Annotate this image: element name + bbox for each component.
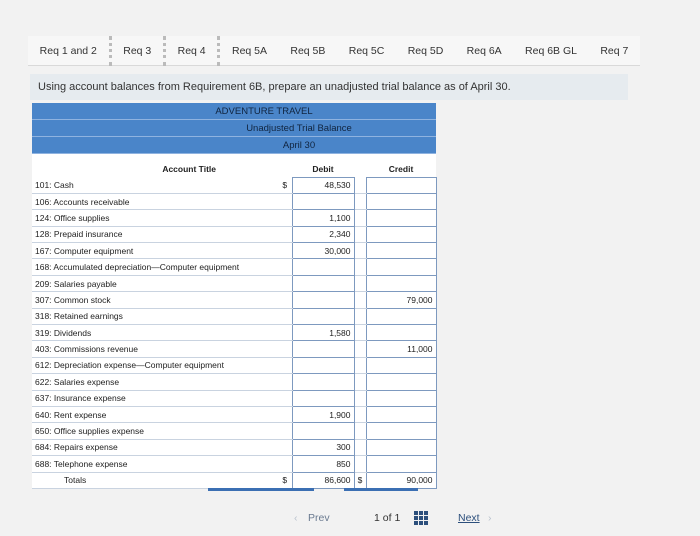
credit-input[interactable] xyxy=(366,423,436,439)
debit-input[interactable] xyxy=(292,275,354,291)
credit-input[interactable] xyxy=(366,226,436,242)
table-row xyxy=(32,243,436,259)
credit-total: 90,000 xyxy=(366,472,436,488)
pagination xyxy=(294,507,520,531)
table-row xyxy=(32,292,436,308)
debit-currency-symbol xyxy=(278,390,292,406)
debit-input[interactable]: 1,900 xyxy=(292,406,354,422)
tab-req-4[interactable]: Req 4 xyxy=(166,36,220,66)
tab-req-5a[interactable]: Req 5A xyxy=(231,44,268,57)
debit-input[interactable]: 1,100 xyxy=(292,210,354,226)
debit-total-underline xyxy=(208,488,314,491)
credit-input[interactable] xyxy=(366,390,436,406)
debit-currency-symbol xyxy=(278,439,292,455)
account-title-cell[interactable]: 318: Retained earnings xyxy=(32,308,278,324)
account-title-cell[interactable]: 688: Telephone expense xyxy=(32,456,278,472)
credit-currency-symbol xyxy=(354,292,366,308)
debit-input[interactable] xyxy=(292,341,354,357)
debit-input[interactable]: 30,000 xyxy=(292,243,354,259)
tab-req-7[interactable]: Req 7 xyxy=(600,44,629,57)
credit-currency-symbol xyxy=(354,390,366,406)
account-title-cell[interactable]: 128: Prepaid insurance xyxy=(32,226,278,242)
debit-input[interactable]: 2,340 xyxy=(292,226,354,242)
instruction-text: Using account balances from Requirement 6B, prepare an unadjusted trial balance as of April 30. xyxy=(30,74,628,100)
credit-input[interactable]: 79,000 xyxy=(366,292,436,308)
credit-input[interactable] xyxy=(366,259,436,275)
debit-input[interactable] xyxy=(292,390,354,406)
tab-req-6a[interactable]: Req 6A xyxy=(466,44,502,57)
credit-input[interactable] xyxy=(366,210,436,226)
credit-currency-symbol xyxy=(354,325,366,341)
debit-currency-symbol xyxy=(278,243,292,259)
account-title-cell[interactable]: 640: Rent expense xyxy=(32,406,278,422)
table-row xyxy=(32,193,436,209)
debit-input[interactable]: 850 xyxy=(292,456,354,472)
prev-button[interactable]: Prev xyxy=(308,512,330,524)
totals-label: Totals xyxy=(32,472,278,488)
debit-input[interactable]: 300 xyxy=(292,439,354,455)
account-title-cell[interactable]: 124: Office supplies xyxy=(32,210,278,226)
credit-currency-symbol xyxy=(354,341,366,357)
debit-currency-symbol xyxy=(278,374,292,390)
debit-currency-symbol xyxy=(278,341,292,357)
credit-input[interactable] xyxy=(366,243,436,259)
table-row xyxy=(32,341,436,357)
table-row xyxy=(32,210,436,226)
debit-currency-symbol xyxy=(278,308,292,324)
table-row xyxy=(32,456,436,472)
debit-currency-symbol xyxy=(278,275,292,291)
credit-input[interactable]: 11,000 xyxy=(366,341,436,357)
table-row xyxy=(32,439,436,455)
table-row xyxy=(32,259,436,275)
debit-currency-symbol xyxy=(278,357,292,373)
chevron-left-icon: ‹ xyxy=(294,512,298,524)
account-title-cell[interactable]: 684: Repairs expense xyxy=(32,439,278,455)
credit-currency-symbol xyxy=(354,210,366,226)
debit-currency-symbol xyxy=(278,226,292,242)
company-name: ADVENTURE TRAVEL xyxy=(32,103,436,120)
account-title-cell[interactable]: 319: Dividends xyxy=(32,325,278,341)
debit-currency-symbol xyxy=(278,406,292,422)
table-row xyxy=(32,275,436,291)
account-title-cell[interactable]: 307: Common stock xyxy=(32,292,278,308)
account-title-cell[interactable]: 101: Cash xyxy=(32,177,278,193)
table-row xyxy=(32,423,436,439)
credit-currency-symbol xyxy=(354,177,366,193)
credit-total-currency-symbol: $ xyxy=(354,472,366,488)
credit-currency-symbol xyxy=(354,423,366,439)
debit-currency-symbol xyxy=(278,193,292,209)
account-title-cell[interactable]: 106: Accounts receivable xyxy=(32,193,278,209)
account-title-cell[interactable]: 167: Computer equipment xyxy=(32,243,278,259)
table-row xyxy=(32,177,436,193)
report-title: Unadjusted Trial Balance xyxy=(32,120,436,137)
credit-currency-symbol xyxy=(354,308,366,324)
credit-input[interactable] xyxy=(366,456,436,472)
account-title-cell[interactable]: 168: Accumulated depreciation—Computer equipment xyxy=(32,259,278,275)
account-title-cell[interactable]: 622: Salaries expense xyxy=(32,374,278,390)
next-button[interactable]: Next xyxy=(458,512,480,524)
table-row xyxy=(32,374,436,390)
debit-currency-symbol: $ xyxy=(278,177,292,193)
debit-currency-symbol xyxy=(278,456,292,472)
credit-input[interactable] xyxy=(366,193,436,209)
table-row xyxy=(32,357,436,373)
table-row xyxy=(32,226,436,242)
report-header xyxy=(32,103,436,154)
account-title-cell[interactable]: 650: Office supplies expense xyxy=(32,423,278,439)
credit-input[interactable] xyxy=(366,275,436,291)
debit-header: Debit xyxy=(292,154,354,177)
debit-input[interactable] xyxy=(292,423,354,439)
credit-currency-symbol xyxy=(354,374,366,390)
debit-total-currency-symbol: $ xyxy=(278,472,292,488)
debit-currency-symbol xyxy=(278,325,292,341)
credit-currency-symbol xyxy=(354,439,366,455)
debit-total: 86,600 xyxy=(292,472,354,488)
table-row xyxy=(32,325,436,341)
credit-currency-symbol xyxy=(354,259,366,275)
tab-req-5c[interactable]: Req 5C xyxy=(348,44,385,57)
tab-req-5d[interactable]: Req 5D xyxy=(407,44,444,57)
debit-input[interactable]: 1,580 xyxy=(292,325,354,341)
debit-currency-symbol xyxy=(278,259,292,275)
credit-currency-symbol xyxy=(354,243,366,259)
credit-currency-symbol xyxy=(354,275,366,291)
credit-total-underline xyxy=(344,488,418,491)
debit-currency-symbol xyxy=(278,292,292,308)
credit-currency-symbol xyxy=(354,193,366,209)
debit-input[interactable] xyxy=(292,374,354,390)
credit-currency-symbol xyxy=(354,456,366,472)
credit-currency-symbol xyxy=(354,357,366,373)
debit-input[interactable] xyxy=(292,357,354,373)
account-title-header: Account Title xyxy=(32,154,278,177)
trial-balance-table xyxy=(32,154,437,489)
table-row xyxy=(32,308,436,324)
page-indicator: 1 of 1 xyxy=(374,512,401,524)
totals-row xyxy=(32,472,436,488)
credit-input[interactable] xyxy=(366,374,436,390)
credit-currency-symbol xyxy=(354,226,366,242)
account-title-cell[interactable]: 403: Commissions revenue xyxy=(32,341,278,357)
credit-currency-symbol xyxy=(354,406,366,422)
credit-input[interactable] xyxy=(366,439,436,455)
credit-input[interactable] xyxy=(366,177,436,193)
debit-input[interactable]: 48,530 xyxy=(292,177,354,193)
credit-input[interactable] xyxy=(366,357,436,373)
credit-header: Credit xyxy=(366,154,436,177)
tab-req-3[interactable]: Req 3 xyxy=(112,36,166,66)
credit-input[interactable] xyxy=(366,325,436,341)
table-row xyxy=(32,390,436,406)
table-row xyxy=(32,406,436,422)
debit-input[interactable] xyxy=(292,193,354,209)
report-date: April 30 xyxy=(32,137,436,154)
debit-currency-symbol xyxy=(278,423,292,439)
credit-input[interactable] xyxy=(366,406,436,422)
requirement-tabs xyxy=(28,36,640,66)
debit-input[interactable] xyxy=(292,259,354,275)
tab-req-5b[interactable]: Req 5B xyxy=(290,44,326,57)
debit-input[interactable] xyxy=(292,292,354,308)
tab-req-1-and-2[interactable]: Req 1 and 2 xyxy=(28,36,112,66)
account-title-cell[interactable]: 209: Salaries payable xyxy=(32,275,278,291)
account-title-cell[interactable]: 637: Insurance expense xyxy=(32,390,278,406)
grid-icon[interactable] xyxy=(414,511,428,525)
column-header-row xyxy=(32,154,436,177)
tab-req-6b-gl[interactable]: Req 6B GL xyxy=(525,44,577,57)
credit-input[interactable] xyxy=(366,308,436,324)
debit-input[interactable] xyxy=(292,308,354,324)
trial-balance-worksheet xyxy=(32,103,436,489)
account-title-cell[interactable]: 612: Depreciation expense—Computer equipment xyxy=(32,357,278,373)
debit-currency-symbol xyxy=(278,210,292,226)
chevron-right-icon: › xyxy=(488,512,492,524)
